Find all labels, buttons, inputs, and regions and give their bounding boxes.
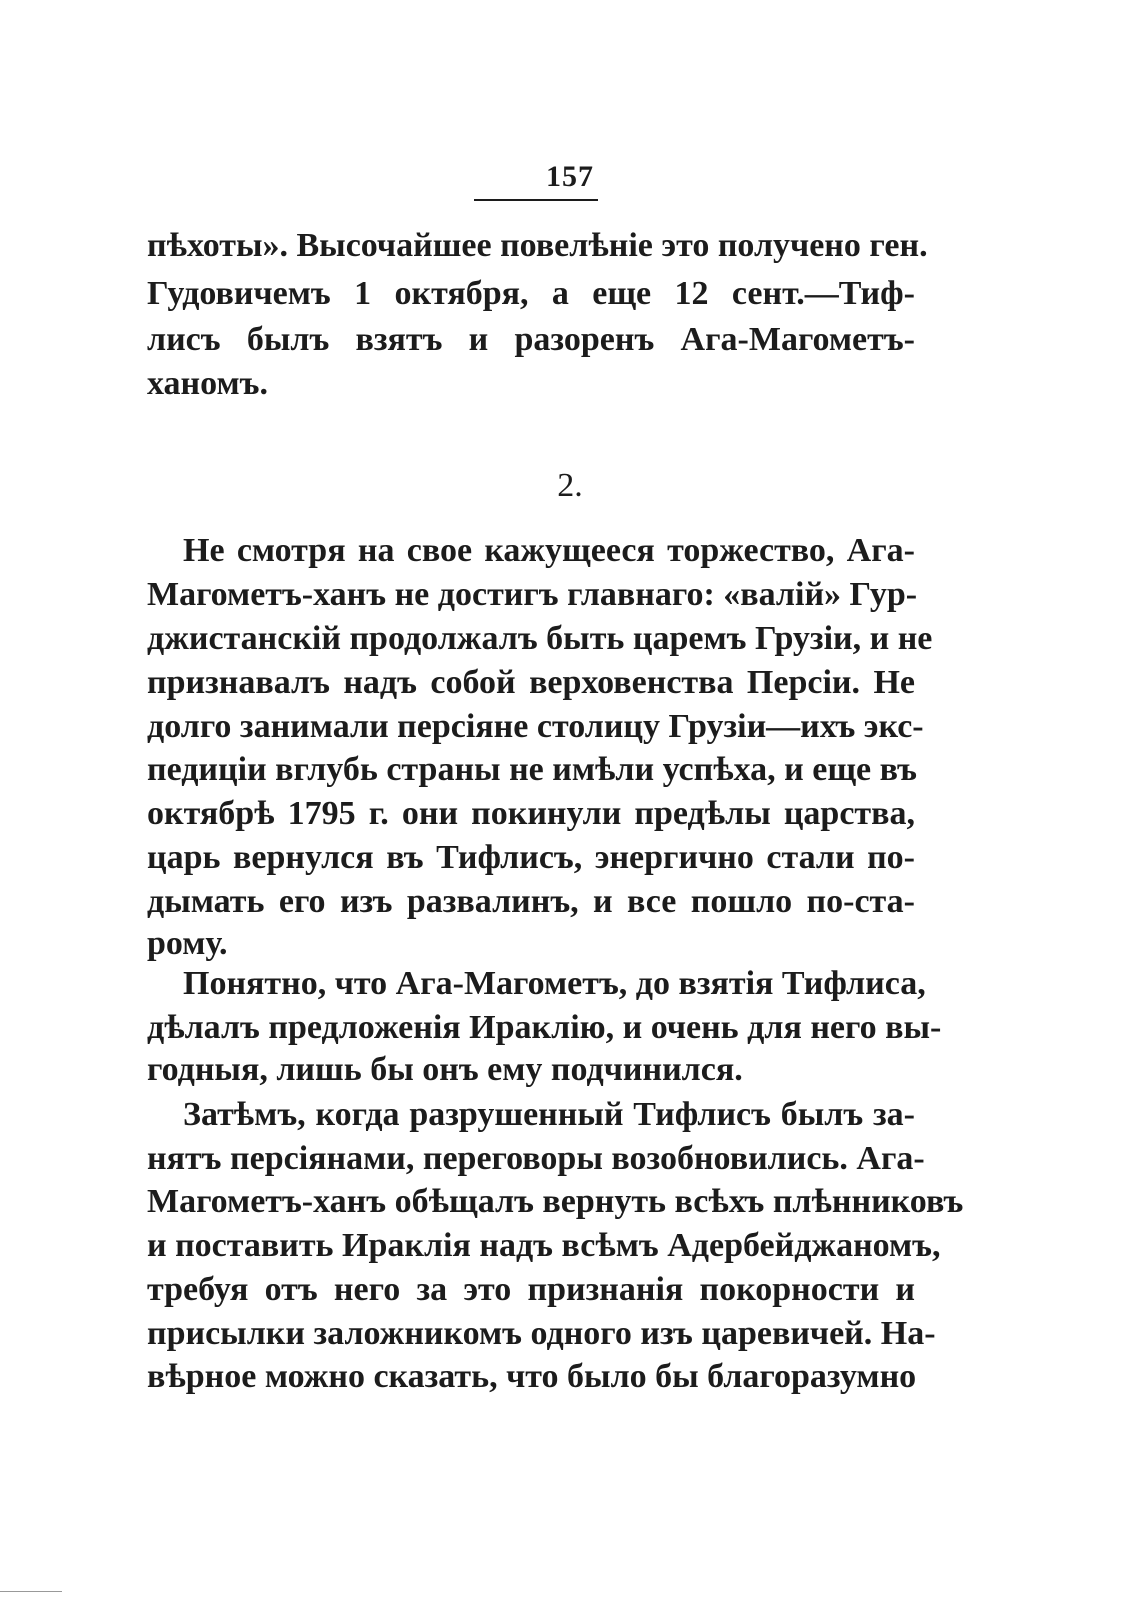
text-line: джистанскій продолжалъ быть царемъ Грузіи, и не: [147, 620, 933, 657]
text-line: рому.: [147, 925, 228, 962]
text-line: присылки заложникомъ одного изъ царевичей. На-: [147, 1315, 936, 1352]
text-line: долго занимали персіяне столицу Грузіи—ихъ экс-: [147, 708, 924, 745]
page-number-rule: [474, 199, 598, 201]
text-line: царь вернулся въ Тифлисъ, энергично стали по-: [147, 839, 915, 876]
text-line: и поставить Ираклія надъ всѣмъ Адербейджаномъ,: [147, 1227, 941, 1264]
text-line: лисъ былъ взятъ и разоренъ Ага-Магометъ-: [147, 321, 915, 358]
section-number: 2.: [557, 467, 583, 504]
scan-edge-rule: [0, 1591, 62, 1592]
text-line: годныя, лишь бы онъ ему подчинился.: [147, 1051, 743, 1088]
text-line: октябрѣ 1795 г. они покинули предѣлы царства,: [147, 795, 915, 832]
text-line: признавалъ надъ собой верховенства Персіи. Не: [147, 664, 915, 701]
text-line: ханомъ.: [147, 365, 268, 402]
text-line: Магометъ-ханъ обѣщалъ вернуть всѣхъ плѣнниковъ: [147, 1183, 964, 1220]
text-line: нятъ персіянами, переговоры возобновились. Ага-: [147, 1140, 925, 1177]
text-line: педиціи вглубь страны не имѣли успѣха, и еще въ: [147, 751, 917, 788]
text-line: Магометъ-ханъ не достигъ главнаго: «валій» Гур-: [147, 576, 918, 613]
text-line: требуя отъ него за это признанія покорности и: [147, 1271, 915, 1308]
text-line: дымать его изъ развалинъ, и все пошло по-ста-: [147, 883, 915, 920]
text-line: пѣхоты». Высочайшее повелѣніе это получено ген.: [147, 227, 928, 264]
text-line: Гудовичемъ 1 октября, а еще 12 сент.—Тиф-: [147, 275, 915, 312]
page-number: 157: [546, 160, 594, 193]
text-line: дѣлалъ предложенія Ираклію, и очень для него вы-: [147, 1009, 942, 1046]
text-line: вѣрное можно сказать, что было бы благоразумно: [147, 1358, 917, 1395]
text-line: Понятно, что Ага-Магометъ, до взятія Тифлиса,: [183, 965, 926, 1002]
text-line: Затѣмъ, когда разрушенный Тифлисъ былъ за-: [183, 1096, 915, 1133]
text-line: Не смотря на свое кажущееся торжество, Ага-: [183, 532, 915, 569]
